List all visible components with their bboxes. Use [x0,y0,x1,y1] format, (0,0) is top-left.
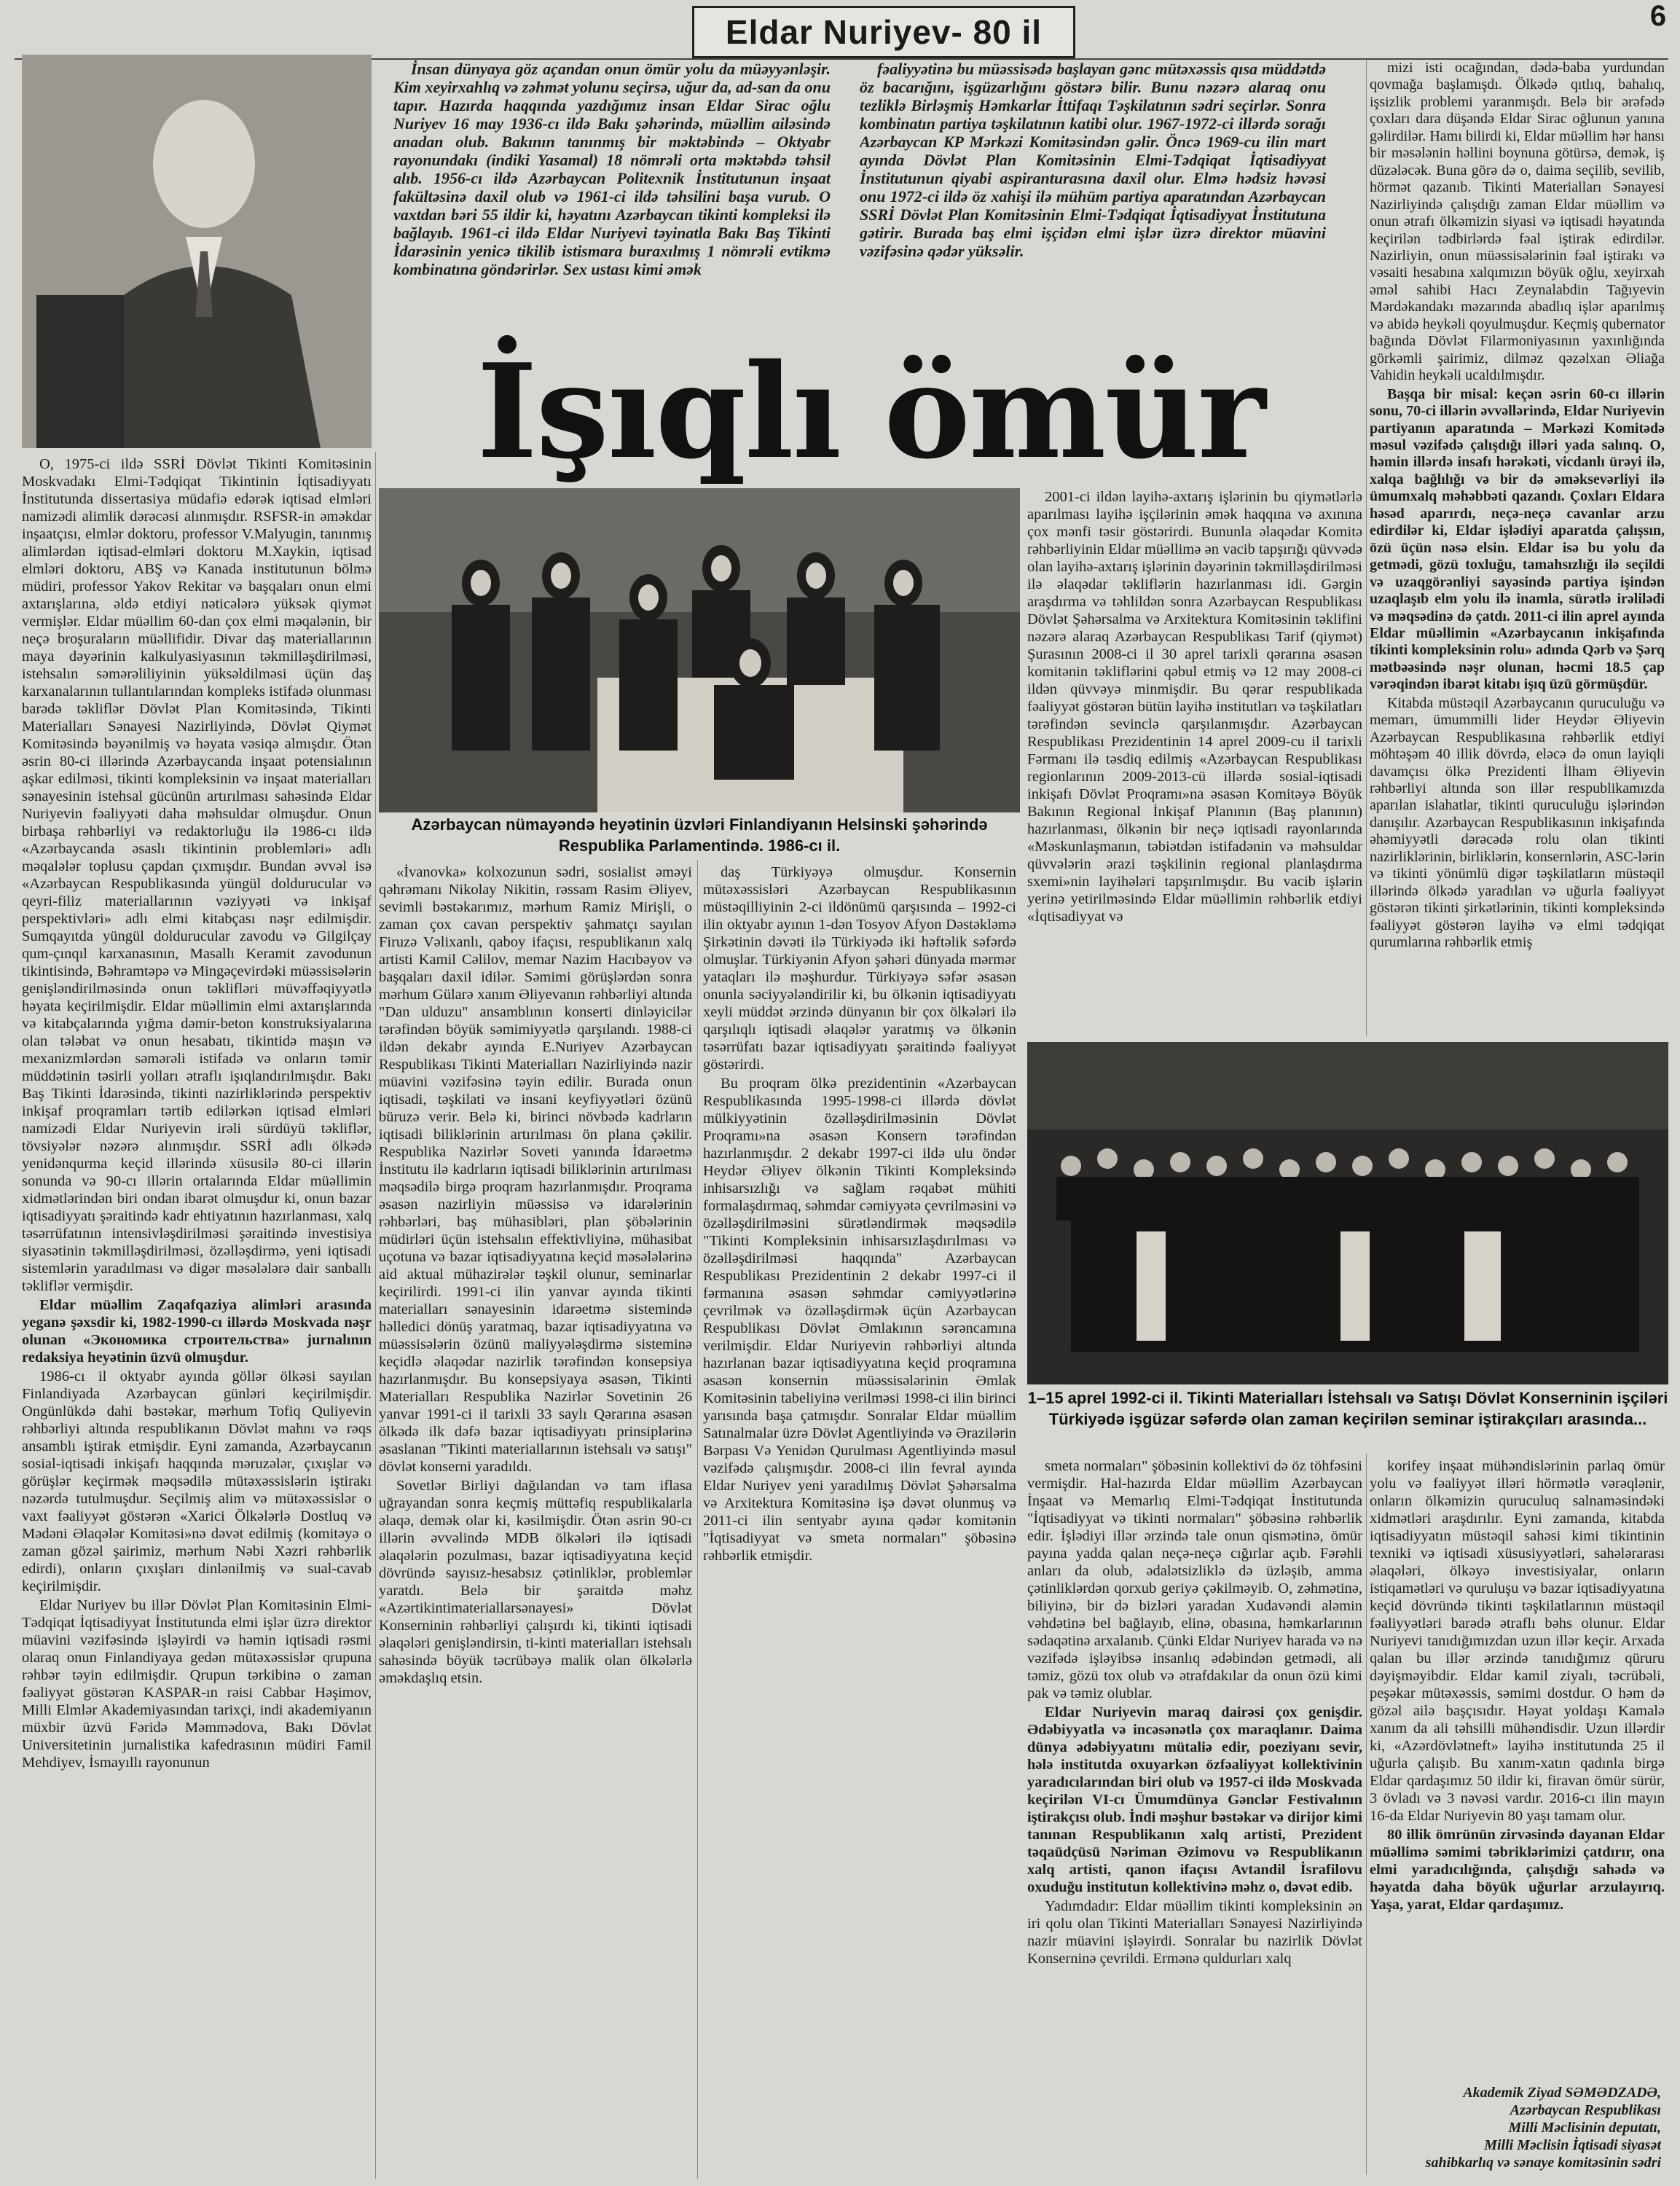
right-column-top [1370,60,1665,985]
signature-line-5: sahibkarlıq və sənaye komitəsinin sədri [1425,2155,1661,2171]
far-right-paragraph-1: korifey inşaat mühəndislərinin parlaq ömür yolu və fəaliyyət illəri hörmətlə vərəqlənir, onların ölkəmizin quruculuq salnaməsindəki xidmətləri araşdırılır. Eyni zamanda, kitabda iqtisadiyyatın müstəqil sahəsi kimi tikintinin texniki və iqtisadi xüsusiyyətləri, sahələrarası əlaqələri, ölkəyə investisiyalar, onların istiqamətləri və quruluşu və bazar iqtisadiyyatına keçid dövründə tikinti təşkilatlarının müstəqil fəaliyyətləri barədə ətraflı bəhs olunur. Eldar Nuriyevi tanıdığımızdan uzun illər keçir. Arxada qalan bu illər ərzində tanıdığımız qüruru dəyişməyibdir. Eldar kamil ziyalı, təcrübəli, peşəkar mütəxəssis, səmimi dostdur. O həm də gözəl ailə başçısıdır. Həyat yoldaşı Kamalə xanım da ali təhsilli mühəndisdir. Uzun illərdir ki, «Azərdövlətneft» layihə institutunda 25 il uğurla çalışıb. Bu xanım-xatın qadınla birgə Eldar qardaşımız 50 ildir ki, firavan ömür sürür, 3 övladı və 3 nəvəsi vardır. 2016-cı ilin mayın 16-da Eldar Nuriyevin 80 yaşı tamam olur. [1370,1458,1665,1824]
intro-text [393,60,831,322]
signature-line-2: Azərbaycan Respublikası [1510,2102,1661,2118]
column-divider [375,452,376,2179]
middle-column-paragraph-1: «İvanovka» kolxozunun sədri, sosialist əməyi qəhrəmanı Nikolay Nikitin, rəssam Rasim Əliyev, sevimli bəstəkarımız, mərhum Ramiz Mirişli, o zaman çox cavan perspektiv şahmatçı sayılan Firuzə Vəlixanlı, qaboy ifaçısı, respublikanın xalq artisti Kamil Cəlilov, memar Nazim Hacıbəyov və başqaları daxil idilər. Səmimi görüşlərdən sonra mərhum Gülarə xanım Əliyevanın rəhbərliyi altında "Dan ulduzu" ansamblının konserti dinləyicilər tərəfindən böyük səmimiyyətlə qarşılandı. 1988-ci ildən dekabr ayında E.Nuriyev Azərbaycan Respublikası Tikinti Materialları Nazirliyində nazir müavini vəzifəsinə təyin edilir. Burada onun iqtisadi, təşkilati və insani keyfiyyətləri özünü büruzə verir. Belə ki, birinci növbədə kadrların iqtisadi biliklərinin artırılması ön plana çəkilir. Respublika Nazirlər Soveti yanında İdarəetmə İnstitutu ilə kadrların iqtisadi biliklərinin artırılması məqsədilə birgə proqram hazırlanmışdır. Proqrama əsasən nazirliyin müəssisə və idarələrinin rəhbərləri, baş mühasibləri, plan şöbələrinin müdirləri üçün istehsalın effektivliyinə, mühasibat uçotuna və bazar iqtisadiyyatına keçid məsələlərinə aid aktual mühazirələr təşkil olunur, seminarlar keçirilirdi. 1991-ci ilin yanvar ayında tikinti materialları sənayesinin idarəetmə sistemində həlledici dönüş yaratmaq, bazar iqtisadiyyatına və müəssisələrin özünü maliyyələşdirmə sisteminə keçidlə əlaqədar nazirlik tərəfindən konsepsiya hazırlanmışdır. Bu konsepsiyaya əsasən, Tikinti Materialları Respublika Nazirlər Sovetinin 26 yanvar 1991-ci il tarixli 33 saylı Qərarına əsasən ölkədə ilk dəfə bazar iqtisadiyyatı prinsiplərinə əsaslanan "Tikinti materiallarının istehsalı və satışı" dövlət konserni yaradıldı. [379,864,692,1475]
middle-right-paragraph-2: Bu proqram ölkə prezidentinin «Azərbaycan Respublikasında 1995-1998-ci illərdə dövlət mülkiyyətinin özəlləşdirilməsinin Dövlət Proqramı»na əsasən Konsern tərəfindən hazırlanmışdır. 2 dekabr 1997-ci ildə ulu öndər Heydər Əliyev ölkənin Tikinti Kompleksində inhisarsızlığı və sağlam rəqabət mühiti formalaşdırmaq, səhmdar cəmiyyətə çevrilməsini və özəlləşdirilməsini sürətləndirmək məqsədilə "Tikinti Kompleksinin inhisarsızlaşdırılması və özəlləşdirilməsi haqqında" Azərbaycan Respublikası Prezidentinin 2 dekabr 1997-ci il fərmanına əsasən səhmdar cəmiyyətlərinə çevrilmək və özəlləşdirmək üçün Azərbaycan Respublikası Dövlət Əmlakının sərəncamına verilmişdir. Eldar Nuriyevin rəhbərliyi altında hazırlanan bazar iqtisadiyyatına keçid proqramına əsasən konsernin müəssisələrinin Əmlak Komitəsinin tabeliyinə verilməsi 1998-ci ilin birinci yarısında başa çatmışdır. Sonralar Eldar müəllim Satınalmalar üzrə Dövlət Agentliyində və Ərazilərin Bərpası Və Yenidən Qurulması Agentliyində məsul vəzifədə çalışmışdır. 2008-ci ilin fevral ayında Eldar Nuriyev yeni yaradılmış Dövlət Şəhərsalma və Arxitektura Komitəsinə işə dəvət olunmuş və 2011-ci ilin sentyabr ayına qədər komitənin "İqtisadiyyat və smeta normaları" şöbəsinə rəhbərlik etmişdir. [703,1076,1016,1564]
bottom-right-paragraph-2: Eldar Nuriyevin maraq dairəsi çox genişdir. Ədəbiyyatla və incəsənətlə çox maraqlanır. Daima dünya ədəbiyyatını mütaliə edir, poeziyanı sevir, hələ institutda oxuyarkən özfəaliyyət kollektivinin yaradıcılarından biri olub və 1957-ci ildə Moskvada keçirilən VI-cı Ümumdünya Gənclər Festivalının iştirakçısı olub. İndi məşhur bəstəkar və dirijor kimi tanınan Respublikanın xalq artisti, Prezident təqaüdçüsü Nəriman Əzimovu və Respublikanın xalq artisti, qanon ifaçısı Avtandil İsrafilovu oxuduğu institutun kollektivinə məhz o, dəvət edib. [1027,1704,1362,1895]
column-divider [1366,60,1367,1036]
center-right-paragraph: 2001-ci ildən layihə-axtarış işlərinin bu qiymətlərlə aparılması layihə işçilərinin əmək haqqına və axınına çox mənfi təsir göstərirdi. Bununla əlaqədar Komitə rəhbərliyinin Eldar müəllimə ən vacib tapşırığı qüvvədə olan layihə-axtarış işlərinin dəyərinin təkmilləşdirilməsi ilə əlaqədar təkliflərin hazırlanması idi. Gərgin araşdırma və təhlildən sonra Azərbaycan Respublikası Dövlət Şəhərsalma və Arxitektura Komitəsinin təklifini nəzərə alaraq Azərbaycan Respublikası Tarif (qiymət) Şurasının 2008-ci il 30 aprel tarixli qərarına əsasən komitənin təkliflərini qəbul etmiş və 12 may 2008-ci ildən qüvvəyə minmişdir. Bu qərar respublikada fəaliyyət göstərən bütün layihə institutları və təşkilatları tərəfindən sevinclə qarşılanmışdır. Azərbaycan Respublikası Prezidentinin 14 aprel 2009-cu il tarixli Fərmanı ilə təsdiq edilmiş «Azərbaycan Respublikası regionlarının 2009-2013-cü illərdə sosial-iqtisadi inkişafı Dövlət Proqramı»na əsasən Komitəyə Böyük Bakının Regional İnkişaf Planının (Baş planının) hazırlanması, ölkənin bir neçə iqtisadi rayonlarında «Məskunlaşmanın, təbiətdən istifadənin və məhsuldar qüvvələrin ərazi təşkilinin regional planlaşdırma sxemi»nin layihələri tapşırılmışdır. Bu vacib işlərin yerinə yetirilməsində Eldar müəllimin rəhbərlik etdiyi «İqtisadiyyat və [1027,489,1362,925]
delegation-photo [379,488,1020,812]
right-column-paragraph-3: Kitabda müstəqil Azərbaycanın quruculuğu və memarı, ümummilli lider Heydər Əliyevin Azərbaycan Respublikasına rəhbərlik etdiyi möhtəşəm 40 illik dövrdə, eləcə də onun layiqli davamçısı ölkə Prezidenti İlham Əliyevin rəhbərliyi altında son illər respublikamızda aparılan islahatlar, tikinti quruculuğu işlərindən danışılır. Azərbaycan Respublikasının inkişafında əhəmiyyətli dərəcədə rolu olan tikinti nazirliklərinin, birliklərin, konsernlərin, ASC-lərin və tikinti yönümlü digər təşkilatların müstəqil illərində ölkədə yaradılan və uğurla fəaliyyət göstərən tikinti şirkətlərinin, tikinti kompleksində fəaliyyət göstərən layihə və elmi tədqiqat qurumlarına rəhbərlik etmiş [1370,694,1665,951]
left-column-paragraph-4: Eldar Nuriyev bu illər Dövlət Plan Komitəsinin Elmi-Tədqiqat İqtisadiyyat İnstitutunda elmi işlər üzrə direktor müavini vəzifəsində işləyirdi və həmin iqtisadi rəsmi olaraq onun Finlandiyaya gedən mütəxəssislər qrupuna rəhbər təyin edilmişdir. Qrupun tərkibinə o zaman fəaliyyət göstərən KASPAR-ın rəisi Cabbar Həşimov, Milli Elmlər Akademiyasından tarixçi, indi akademiyanın müxbir üzvü Fəridə Məmmədova, Bakı Dövlət Universitetinin jurnalistika kafedrasının müdiri Famil Mehdiyev, İsmayıllı rayonunun [22,1597,372,1771]
section-header-title: Eldar Nuriyev- 80 il [725,13,1043,51]
signature-line-4: Milli Məclisin İqtisadi siyasət [1484,2137,1661,2153]
right-column-paragraph-1: mizi isti ocağından, dədə-baba yurdundan qovmağa başlamışdı. Ölkədə qıtlıq, bahalıq, işsizlik problemi yaranmışdı. Belə bir ərəfədə çoxları dara düşəndə Eldar Sirac oğlunun yanına gəlirdilər. Hamı bilirdi ki, Eldar müəllim hər hansı bir məsələnin həllini boynuna götürsə, demək, iş düzələcək. Buna görə də o, daima seçilib, sevilib, hörmət qazanıb. Tikinti Materialları Sənayesi Nazirliyində çalışdığı zaman Eldar müəllim və onun ətrafı ölkəmizin siyasi və iqtisadi həyatında keçirilən tədbirlərdə fəal iştirak edirdilər. Nazirliyin, onun müəssisələrinin fəal iştirakı və vəsaiti hesabına xalqımızın böyük oğlu, xeyirxah əməl sahibi Hacı Zeynalabdin Tağıyevin Mərdəkandakı məzarında abadlıq işlər aparılmış və abidə heykəli qoyulmuşdur. Keçmiş qubernator bağında Dövlət Filarmoniyasının yaxınlığında görkəmli şairimiz, dilməz qəzəlxan Əliağa Vahidin heykəli ucaldılmışdır. [1370,60,1665,384]
left-column-paragraph-2: Eldar müəllim Zaqafqaziya alimləri arasında yeganə şəxsdir ki, 1982-1990-cı illərdə Moskvada nəşr olunan «Экономика строительства» jurnalının redaksiya heyətinin üzvü olmuşdur. [22,1297,372,1366]
intro-paragraph-2: fəaliyyətinə bu müəssisədə başlayan gənc mütəxəssis qısa müddətdə öz bacarığını, işgüzarlığını göstərə bilir. Bunu nəzərə alaraq onu tezliklə Birləşmiş Həmkarlar İttifaqı Təşkilatının sədri seçirlər. Sonra kombinatın partiya təşkilatının katibi olur. 1967-1972-ci illərdə sorağı Azərbaycan KP Mərkəzi Komitəsindən gəlir. Öncə 1969-cu ilin mart ayında Dövlət Plan Komitəsinin Elmi-Tədqiqat İqtisadiyyat İnstitutunun qiyabi aspiranturasına daxil olur. Elmə hədsiz həvəsi onu 1972-ci ildə öz xahişi ilə mühüm partiya aparatından Azərbaycan SSRİ Dövlət Plan Komitəsinin Elmi-Tədqiqat İqtisadiyyat İnstitutuna gətirir. Burada baş elmi işçidən elmi işlər üzrə direktor müavini vəzifəsinə qədər yüksəlir. [860,60,1326,260]
delegation-photo-caption: Azərbaycan nümayəndə heyətinin üzvləri Finlandiyanın Helsinski şəhərində Respublika Parlamentində. 1986-cı il. [411,815,988,855]
far-right-paragraph-2: 80 illik ömrünün zirvəsində dayanan Eldar müəllimə səmimi təbriklərimizi çatdırır, ona elmi yaradıcılığında, çalışdığı sahədə və həyatda daha böyük uğurlar arzulayırıq. Yaşa, yarat, Eldar qardaşımız. [1370,1827,1665,1913]
bottom-right-paragraph-1: smeta normaları" şöbəsinin kollektivi də öz töhfəsini vermişdir. Hal-hazırda Eldar müəllim Azərbaycan İnşaat və Memarlıq Elmi-Tədqiqat İnstitutunda "İqtisadiyyat və tikinti normaları" şöbəsinə rəhbərlik edir. İşlədiyi illər ərzində tale onun qismətinə, ömür payına yadda qalan neçə-neçə cığırlar açıb. Fərəhli anları da olub, ədalətsizliklə də üzləşib, amma çətinliklərdən qorxub geriyə çəkilməyib. O, zəhmətinə, biliyinə, bir də bizləri yaradan Xudavəndi aləmin vəhdətinə bel bağlayıb, elinə, obasına, həmkarlarının sədaqətinə arxalanıb. Çünki Eldar Nuriyev harada və nə vəzifədə işləyibsə insanlıq ədəbindən getmədi, ali təmiz, gözü tox olub və ətrafdakılar da onun özü kimi pak və təmiz olublar. [1027,1458,1362,1701]
left-column-paragraph-1: O, 1975-ci ildə SSRİ Dövlət Tikinti Komitəsinin Moskvadakı Elmi-Tədqiqat Tikintinin İqtisadiyyatı İnstitutunda dissertasiya müdafiə edərək iqtisad elmləri namizədi alimlik dərəcəsi alınmışdır. RSFSR-in əməkdar inşaatçısı, elmlər doktoru, professor V.Malyugin, tanınmış alimlərdən iqtisad-elmləri doktoru M.Xaykin, iqtisad elmləri doktoru, ABŞ və Kanada institutunun bölmə müdiri, professor Yakov Rekitar və başqaları onun elmi axtarışlarına, əldə etdiyi nəticələrə yüksək qiymət vermişlər. Eldar müəllim 60-dan çox elmi məqalənin, bir neçə broşuraların müəllifidir. Divar daş materiallarının maya dəyərinin kalkulyasiyasının təkmilləşdirilməsi, istehsalın səmərəliliyinin yüksəldilməsi üçün daş karxanalarının tullantılarından kompleks istifadə olunması barədə təkliflər Dövlət Plan Komitəsində, Tikinti Materialları Sənayesi Nazirliyində, Dövlət Qiymət Komitəsində bəyənilmiş və həyata vəsiqə almışdır. Ötən əsrin 80-ci illərində Azərbaycanda inşaat potensialının aşkar edilməsi, tikinti kompleksinin və inşaat materialları sənayesinin istehsal gücünün artırılması sahəsində Eldar Nuriyevin fəaliyyəti daha məhsuldar olmuşdur. Onun birbaşa rəhbərliyi və redaktorluğu ilə 1986-cı ildə «Azərbaycanda əsaslı tikintinin problemləri» adlı məqalələr toplusu çapdan çıxmışdır. Bundan əvvəl isə «Azərbaycan Respublikasında yüngül doldurucular və qeyri-filiz materiallarının vəziyyəti və inkişaf perspektivləri» adlı elmi kitabçası nəşr edilmişdir. Sumqayıtda yüngül doldurucular zavodu və Gilgilçay qum-çınqıl karxanasının, Masallı Keramit zavodunun tikintisində, Bəhramtəpə və Mingəçevirdəki müəssisələrin genişləndirilməsində onun təklifləri müvəffəqiyyətlə həyata keçirilmişdir. Eldar müəllimin elmi axtarışlarında və kitabçalarında yığma dəmir-beton konstruksiyalarına olan tələbat və onun hesabatı, tikintidə maşın və mexanizmlərdən səmərəli istifadə və onların təmir müddətinin təsirli yolları ətraflı işıqlandırılmışdır. Bakı Baş Tikinti İdarəsində, tikinti nazirliklərində perspektiv inkişaf proqramları tərtib edilərkən iqtisad elmləri namizədi Eldar Nuriyevin irəli sürdüyü təkliflər, tövsiyələr nəzərə alınmışdır. SSRİ adlı ölkədə yenidənqurma keçid illərində xüsusilə 80-ci illərin sonunda və 90-cı illərin ortalarında Eldar müəllimin xidmətlərindən biri ondan ibarət olmuşdur ki, onun bazar iqtisadiyyatı şəraitində kadr ehtiyatının hazırlanması, xalq təsərrüfatının intensivləşdirilməsi şəraitində investisiya siyasətinin təkmilləşdirilməsi, özəlləşdirmə, yeni iqtisadi sistemlərin yaradılması və digər məsələlərə dair sanballı təkliflər vermişdir. [22,456,372,1294]
center-right-column [1027,488,1362,1035]
column-divider [1366,1454,1367,2175]
left-column [22,455,372,2175]
section-header [692,6,1075,58]
right-column-paragraph-2: Başqa bir misal: keçən əsrin 60-cı illərin sonu, 70-ci illərin əvvəllərində, Eldar Nuriyevin partiyanın aparatında – Mərkəzi Komitədə məsul vəzifədə çalışdığı illəri yada salınq. O, həmin illərdə insafı hərəkəti, vicdanlı ürəyi ilə, xalqa bağlılığı və bir də əməksevərliyi ilə ümumxalq məhəbbəti qazandı. Çoxları Eldara həsəd aparırdı, neçə-neçə cavanlar arzu edirdilər ki, Eldar işlədiyi aparatda çalışsın, özü üçün nəsə elsin. Eldar isə bu yolu da getmədi, gözü toxluğu, tamahsızlığı ilə seçildi və uzaqgörənliyi sayəsində partiya işindən uzaqlaşıb elm yolu ilə inamla, sürətlə irəlilədi və məqsədinə də çatdı. 2011-ci ilin aprel ayında Eldar müəllimin «Azərbaycanın inkişafında tikinti kompleksinin rolu» adında Qərb və Şərq mətbəəsində nəşr olunan, həcmi 18.5 çap vərəqindən ibarət kitabı işıq üzü görmüşdür. [1370,385,1665,693]
intro-paragraph: İnsan dünyaya göz açandan onun ömür yolu da müəyyənləşir. Kim xeyirxahlıq və zəhmət yolunu seçirsə, uğur da, ad-san da onu tapır. Hazırda haqqında yazdığımız insan Eldar Sirac oğlu Nuriyev 16 may 1936-cı ildə Bakı şəhərində, müəllim ailəsində anadan olub. Bakının tanınmış bir məktəbində – Oktyabr rayonundakı (indiki Yasamal) 18 nömrəli orta məktəbdə təhsil alıb. 1956-cı ildə Azərbaycan Politexnik İnstitutunun inşaat fakültəsinə daxil olub və 1961-ci ildə təhsilini başa vurub. O vaxtdan bəri 55 ildir ki, həyatını Azərbaycan tikinti kompleksi ilə bağlayıb. 1961-ci ildə Eldar Nuriyevi təyinatla Bakı Baş Tikinti İdarəsinin yenicə tikilib istismara buraxılmış 1 nömrəli evtikmə kombinatına göndərirlər. Sex ustası kimi əmək [393,60,831,278]
seminar-photo-caption: 1–15 aprel 1992-ci il. Tikinti Materialları İstehsalı və Satışı Dövlət Konserninin işçiləri Türkiyədə işgüzar səfərdə olan zaman keçirilən seminar iştirakçıları arasında... [1027,1389,1668,1428]
left-column-paragraph-3: 1986-cı il oktyabr ayında göllər ölkəsi sayılan Finlandiyada Azərbaycan günləri keçirilmişdir. Ongünlükdə dahi bəstəkar, mərhum Tofiq Quliyevin rəhbərliyi altında respublikanın Dövlət mahnı və rəqs ansamblı iştirak etmişdir. Eyni zamanda, Azərbaycanın sosial-iqtisadi inkişafı haqqında məruzələr, çıxışlar və görüşlər keçirmək məqsədilə mütəxəssislərin iştirakı nəzərdə tutulmuşdur. Seçilmiş alim və mütəxəssislər o vaxt fəaliyyət göstərən «Xarici Ölkələrlə Dostluq və Mədəni Əlaqələr Komitəsi»nə dəvət edilmiş (komitəyə o zaman gözəl şairimiz, mərhum Nəbi Xəzri rəhbərlik edirdi), onların çıxışları dinlənilmiş və sual-cavab keçirilmişdir. [22,1368,372,1594]
far-right-bottom-column [1370,1457,1665,2077]
middle-right-paragraph-1: daş Türkiyəyə olmuşdur. Konsernin mütəxəssisləri Azərbaycan Respublikasının müstəqilliyinin 2-ci ildönümü qarşısında – 1992-ci ilin oktyabr ayının 1-dən Tosyov Afyon Dəstəkləmə Şirkətinin dəvəti ilə Türkiyədə iki həftəlik səfərdə olmuşlar. Türkiyənin Afyon şəhəri dünyada mərmər yataqları ilə məşhurdur. Türkiyəyə səfər əsasən onunla səciyyələndirilir ki, bu ölkənin iqtisadiyyatı xeyli müddət ərzində dünyanın bir çox ölkələri ilə qarşılıqlı iqtisadi əlaqələr yaratmış və ölkənin təsərrüfatı bazar iqtisadiyyatı şəraitində fəaliyyət göstərirdi. [703,864,1016,1073]
column-divider [697,860,698,2179]
page-number: 6 [1649,0,1667,32]
middle-right-column [703,863,1016,2175]
signature-line-3: Milli Məclisinin deputatı, [1508,2120,1661,2136]
author-signature [1370,2084,1661,2171]
intro-text-continued [860,60,1326,322]
middle-column [379,863,692,2175]
headline: İşıqlı ömür [476,335,1265,487]
bottom-right-paragraph-3: Yadımdadır: Eldar müəllim tikinti kompleksinin ən iri qolu olan Tikinti Materialları Sənayesi Nazirliyində nazir müavini işləyirdi. Sonralar bu nazirlik Dövlət Konserninə çevrildi. Ermənə quldurları xalq [1027,1898,1362,1967]
seminar-photo [1027,1042,1668,1384]
middle-column-paragraph-2: Sovetlər Birliyi dağılandan və tam iflasa uğrayandan sonra keçmiş müttəfiq respublikalarla əlaqə, demək olar ki, kəsilmişdir. Ötən əsrin 90-cı illərin əvvəlində MDB ölkələri ilə iqtisadi əlaqələrin pozulması, bazar iqtisadiyyatına keçid dövründə sayısız-hesabsız çətinliklər, problemlər yaratdı. Belə bir şəraitdə məhz «Azərtikintimateriallarsənayesi» Dövlət Konserninin rəhbərliyi çalışırdı ki, tikinti iqtisadi əlaqələri genişləndirsin, ti-kinti materialları istehsalı sahəsində böyük təcrübəyə malik olan ölkələrlə əməkdaşlıq etsin. [379,1478,692,1686]
bottom-right-column [1027,1457,1362,2175]
signature-line-1: Akademik Ziyad SƏMƏDZADƏ, [1463,2085,1661,2101]
portrait-photo [22,55,372,448]
